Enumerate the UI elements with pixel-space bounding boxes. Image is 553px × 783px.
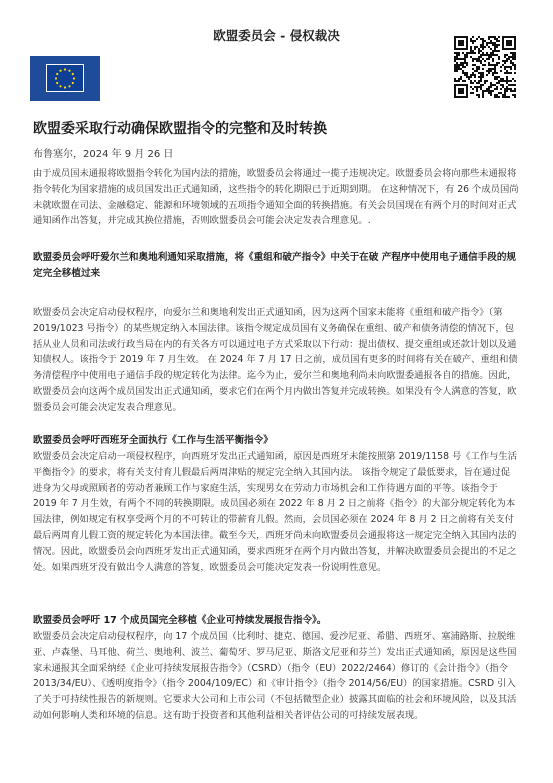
eu-star (59, 70, 61, 72)
eu-star (55, 77, 57, 79)
eu-star (68, 70, 70, 72)
header-title: 欧盟委员会 - 侵权裁决 (213, 28, 340, 43)
eu-star (72, 73, 74, 75)
eu-flag-logo (30, 56, 100, 101)
section-3-heading: 欧盟委员会呼吁 17 个成员国完全移植《企业可持续发展报告指令》。 (33, 615, 327, 626)
eu-star (72, 82, 74, 84)
section-1-heading: 欧盟委员会呼吁爱尔兰和奥地利通知采取措施，将《重组和破产指令》中关于在破 产程序中使用电子通信手段的规定完全移植过来 (33, 252, 517, 279)
section-2-heading: 欧盟委员会呼吁西班牙全面执行《工作与生活平衡指令》 (33, 435, 273, 446)
eu-star (64, 86, 66, 88)
eu-star (56, 73, 58, 75)
eu-star (68, 85, 70, 87)
dateline: 布鲁塞尔，2024 年 9 月 26 日 (33, 149, 174, 160)
intro-paragraph: 由于成员国未通报将欧盟指令转化为国内法的措施，欧盟委员会将通过一揽子违规决定。欧盟委员会将向那些未通报将指令转化为国家措施的成员国发出正式通知函，这些指令的转化期限已于近期到期。 在这种情况下，有 26 个成员国尚未就欧盟在司法、金融稳定、能源和环境领域的五项指令通知全面的转换措施。有关会员国现在有两个月的时间对正式通知函作出答复，并完成其换位措施，否则欧盟委员会可能会决定发表合理意见。. (33, 168, 519, 227)
eu-star (56, 82, 58, 84)
section-3-body: 欧盟委员会决定启动侵权程序，向 17 个成员国（比利时、捷克、德国、爱沙尼亚、希腊、西班牙、塞浦路斯、拉脱维亚、卢森堡、马耳他、荷兰、奥地利、波兰、葡萄牙、罗马尼亚、斯洛文尼亚和芬兰）发出正式通知函，原因是这些国家未通报其全面采纳经《企业可持续发展报告指令》（CSRD）（指令（EU）2022/2464）修订的《会计指令》（指令 2013/34/EU）、《透明度指令》（指令 2004/109/EC）和《审计指令》（指令 2014/56/EU）的国家措施。CSRD 引入了关于可持续性报告的新规则。它要求大公司和上市公司（不包括微型企业）披露其面临的社会和环境风险，以及其活动如何影响人类和环境的信息。这有助于投资者和其他利益相关者评估公司的可持续发展表现。 (33, 631, 517, 721)
eu-star (59, 85, 61, 87)
qr-code-icon (454, 36, 516, 98)
section-2-body: 欧盟委员会决定启动一项侵权程序，向西班牙发出正式通知函，原因是西班牙未能按照第 2019/1158 号《工作与生活平衡指令》的要求，将有关支付育儿假最后两周津贴的规定完全纳入其国内法。 该指令规定了最低要求，旨在通过促进身为父母或照顾者的劳动者兼顾工作与家庭生活，实现男女在劳动力市场机会和工作待遇方面的平等。该指令于 2019 年 7 月生效，有两个不同的转换期限。成员国必须在 2022 年 8 月 2 日之前将《指令》的大部分规定转化为本国法律，例如规定有权享受两个月的不可转让的带薪育儿假。然而，会员国必须在 2024 年 8 月 2 日之前将有关支付最后两周育儿假工资的规定转化为本国法律。截至今天，西班牙尚未向欧盟委员会通报将这一规定完全纳入其国内法的情况。因此，欧盟委员会向西班牙发出正式通知函，要求西班牙在两个月内做出答复，并解决欧盟委员会提出的不足之处。如果西班牙没有做出令人满意的答复，欧盟委员会可能决定发表一份说明性意见。 (33, 451, 518, 573)
eu-star (64, 68, 66, 70)
eu-star (73, 77, 75, 79)
document-title: 欧盟委采取行动确保欧盟指令的完整和及时转换 (33, 121, 327, 137)
section-1-body: 欧盟委员会决定启动侵权程序，向爱尔兰和奥地利发出正式通知函，因为这两个国家未能将《重组和破产指令》（第 2019/1023 号指令）的某些规定纳入本国法律。该指令规定成员国有义务确保在重组、破产和债务清偿的情况下，包括从业人员和司法或行政当局在内的有关各方可以通过电子方式采取以下行动：提出债权、提交重组或还款计划以及通知债权人。该指令于 2019 年 7 月生效。 在 2024 年 7 月 17 日之前，成员国有更多的时间将有关在破产、重组和债务清偿程序中使用电子通信手段的规定转化为法律。迄今为止，爱尔兰和奥地利尚未向欧盟委通报各自的措施。因此，欧盟委员会向这两个成员国发出正式通知函，要求它们在两个月内做出答复并完成转换。如果没有令人满意的答复，欧盟委员会可能会决定发表合理意见。 (33, 307, 518, 413)
eu-flag-icon (30, 56, 100, 101)
